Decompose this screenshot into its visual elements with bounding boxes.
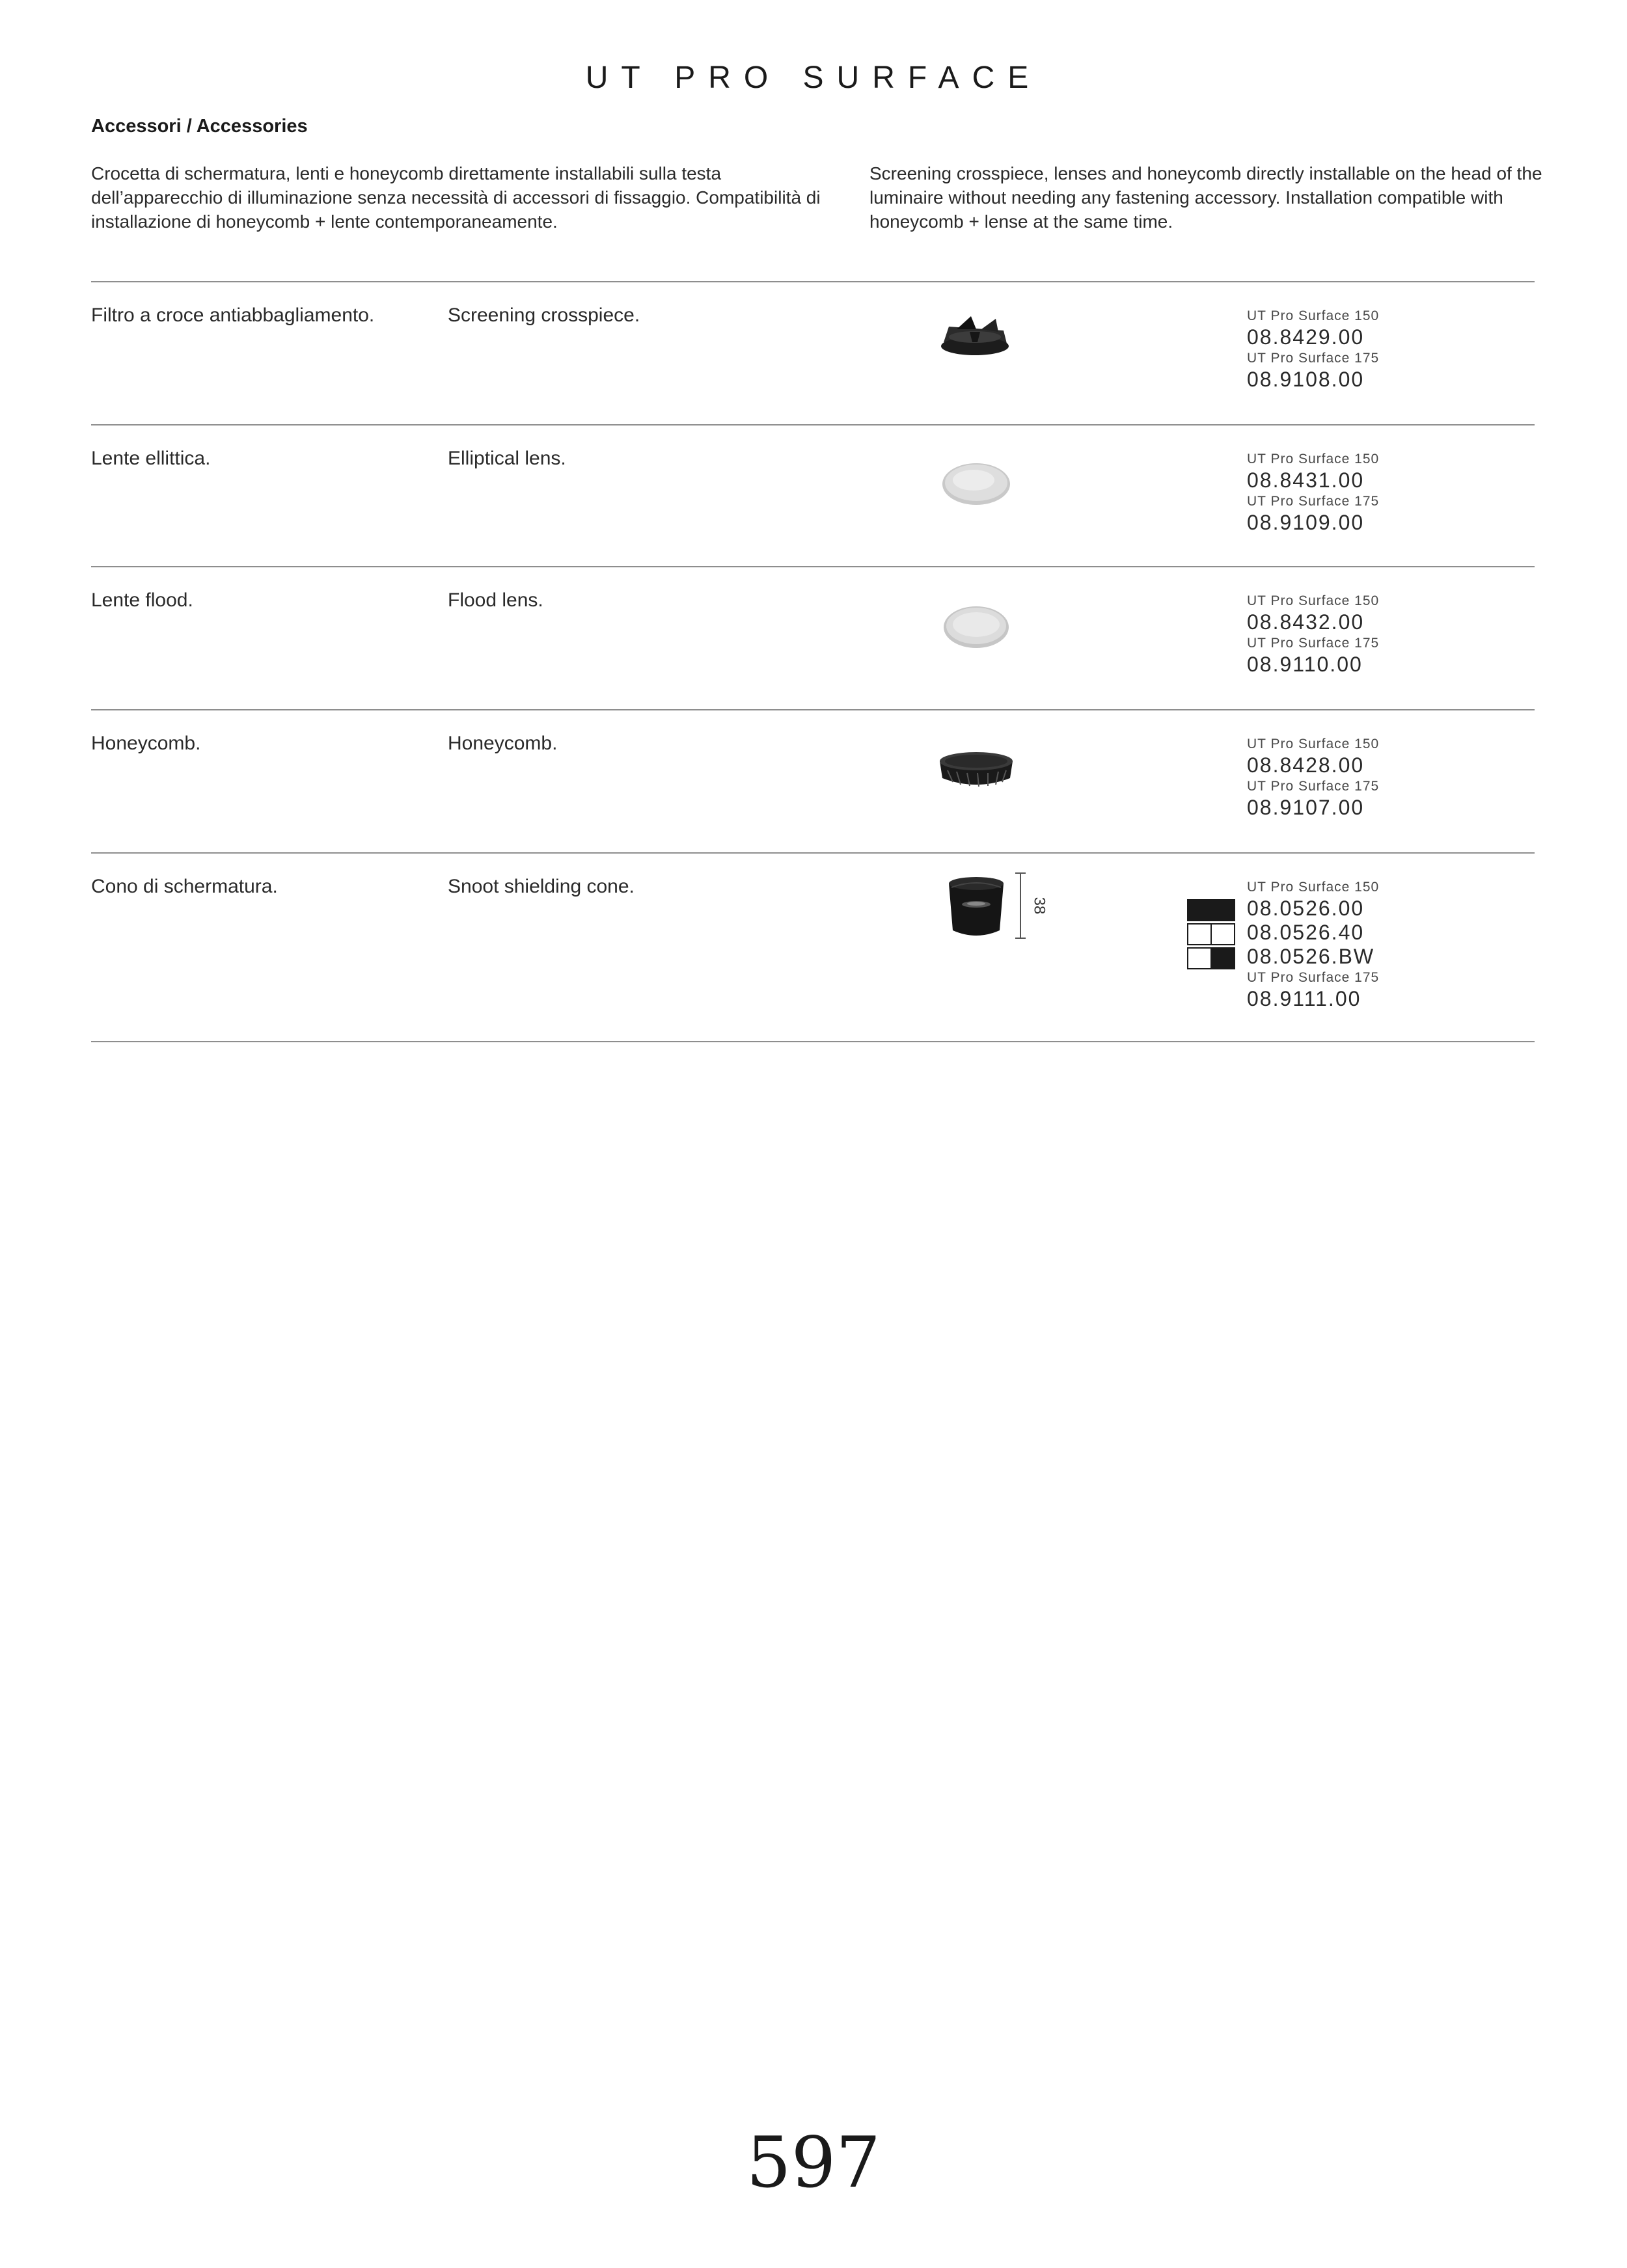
accessory-name-english: Elliptical lens. <box>448 448 566 469</box>
intro-italian: Crocetta di schermatura, lenti e honeycomb direttamente installabili sulla testa dell’apparecchio di illuminazione senza necessità di accessori di fissaggio. Compatibilità di installazione di honeycomb + lente contemporaneamente. <box>91 163 821 232</box>
dimension-label: 38 <box>1030 897 1048 915</box>
accessory-row <box>0 709 1627 852</box>
dimension-marker <box>1013 871 1052 942</box>
divider <box>91 1041 1535 1042</box>
order-codes <box>1247 592 1379 677</box>
accessory-name-italian: Lente flood. <box>91 589 193 611</box>
accessory-name-english: Flood lens. <box>448 589 543 611</box>
accessory-name-english: Screening crosspiece. <box>448 304 640 326</box>
finish-swatch <box>1187 947 1235 969</box>
accessory-row <box>0 566 1627 709</box>
order-code: 08.0526.BW <box>1247 945 1375 968</box>
order-codes <box>1247 307 1379 392</box>
order-codes <box>1247 735 1379 820</box>
section-subtitle: Accessori / Accessories <box>91 116 308 137</box>
model-label: UT Pro Surface 175 <box>1247 779 1380 794</box>
accessory-name-english: Honeycomb. <box>448 733 558 754</box>
swatch-right <box>1210 925 1234 944</box>
accessory-name-italian: Lente ellittica. <box>91 448 211 469</box>
accessory-row <box>0 281 1627 424</box>
snoot-cone-icon <box>937 871 1015 942</box>
accessory-row <box>0 852 1627 1041</box>
swatch-right <box>1210 949 1234 968</box>
order-code: 08.9111.00 <box>1247 987 1361 1010</box>
model-label: UT Pro Surface 150 <box>1247 880 1380 895</box>
order-code: 08.8431.00 <box>1247 468 1365 492</box>
model-label: UT Pro Surface 150 <box>1247 593 1380 608</box>
elliptical-lens-icon <box>931 453 1022 511</box>
flood-lens-icon <box>931 595 1022 653</box>
intro-english: Screening crosspiece, lenses and honeycomb directly installable on the head of the luminaire without needing any fastening accessory. Installation compatible with honeycomb + lense at the same time. <box>869 163 1542 232</box>
accessory-row <box>0 424 1627 566</box>
order-codes <box>1247 450 1379 535</box>
accessory-name-italian: Honeycomb. <box>91 733 201 754</box>
honeycomb-icon <box>931 738 1022 796</box>
accessory-name-english: Snoot shielding cone. <box>448 876 635 897</box>
swatch-right <box>1210 900 1234 920</box>
model-label: UT Pro Surface 150 <box>1247 736 1380 751</box>
swatch-left <box>1188 900 1210 920</box>
order-code: 08.0526.40 <box>1247 921 1365 944</box>
finish-swatch <box>1187 923 1235 945</box>
accessory-name-italian: Filtro a croce antiabbagliamento. <box>91 304 375 326</box>
order-code: 08.9107.00 <box>1247 796 1365 819</box>
model-label: UT Pro Surface 175 <box>1247 636 1380 651</box>
swatch-left <box>1188 925 1210 944</box>
model-label: UT Pro Surface 175 <box>1247 494 1380 509</box>
model-label: UT Pro Surface 150 <box>1247 452 1380 466</box>
crosspiece-icon <box>931 310 1022 368</box>
swatch-left <box>1188 949 1210 968</box>
model-label: UT Pro Surface 175 <box>1247 351 1380 366</box>
order-code: 08.9109.00 <box>1247 511 1365 534</box>
order-code: 08.9108.00 <box>1247 368 1365 391</box>
model-label: UT Pro Surface 175 <box>1247 970 1380 985</box>
model-label: UT Pro Surface 150 <box>1247 308 1380 323</box>
page-title: UT PRO SURFACE <box>585 61 1042 95</box>
page-number: 597 <box>746 2122 881 2204</box>
accessory-name-italian: Cono di schermatura. <box>91 876 278 897</box>
order-code: 08.8428.00 <box>1247 753 1365 777</box>
order-code: 08.8429.00 <box>1247 325 1365 349</box>
order-codes <box>1247 878 1379 1011</box>
order-code: 08.0526.00 <box>1247 897 1365 920</box>
finish-swatches <box>1187 899 1235 972</box>
order-code: 08.8432.00 <box>1247 610 1365 634</box>
order-code: 08.9110.00 <box>1247 653 1363 676</box>
finish-swatch <box>1187 899 1235 921</box>
